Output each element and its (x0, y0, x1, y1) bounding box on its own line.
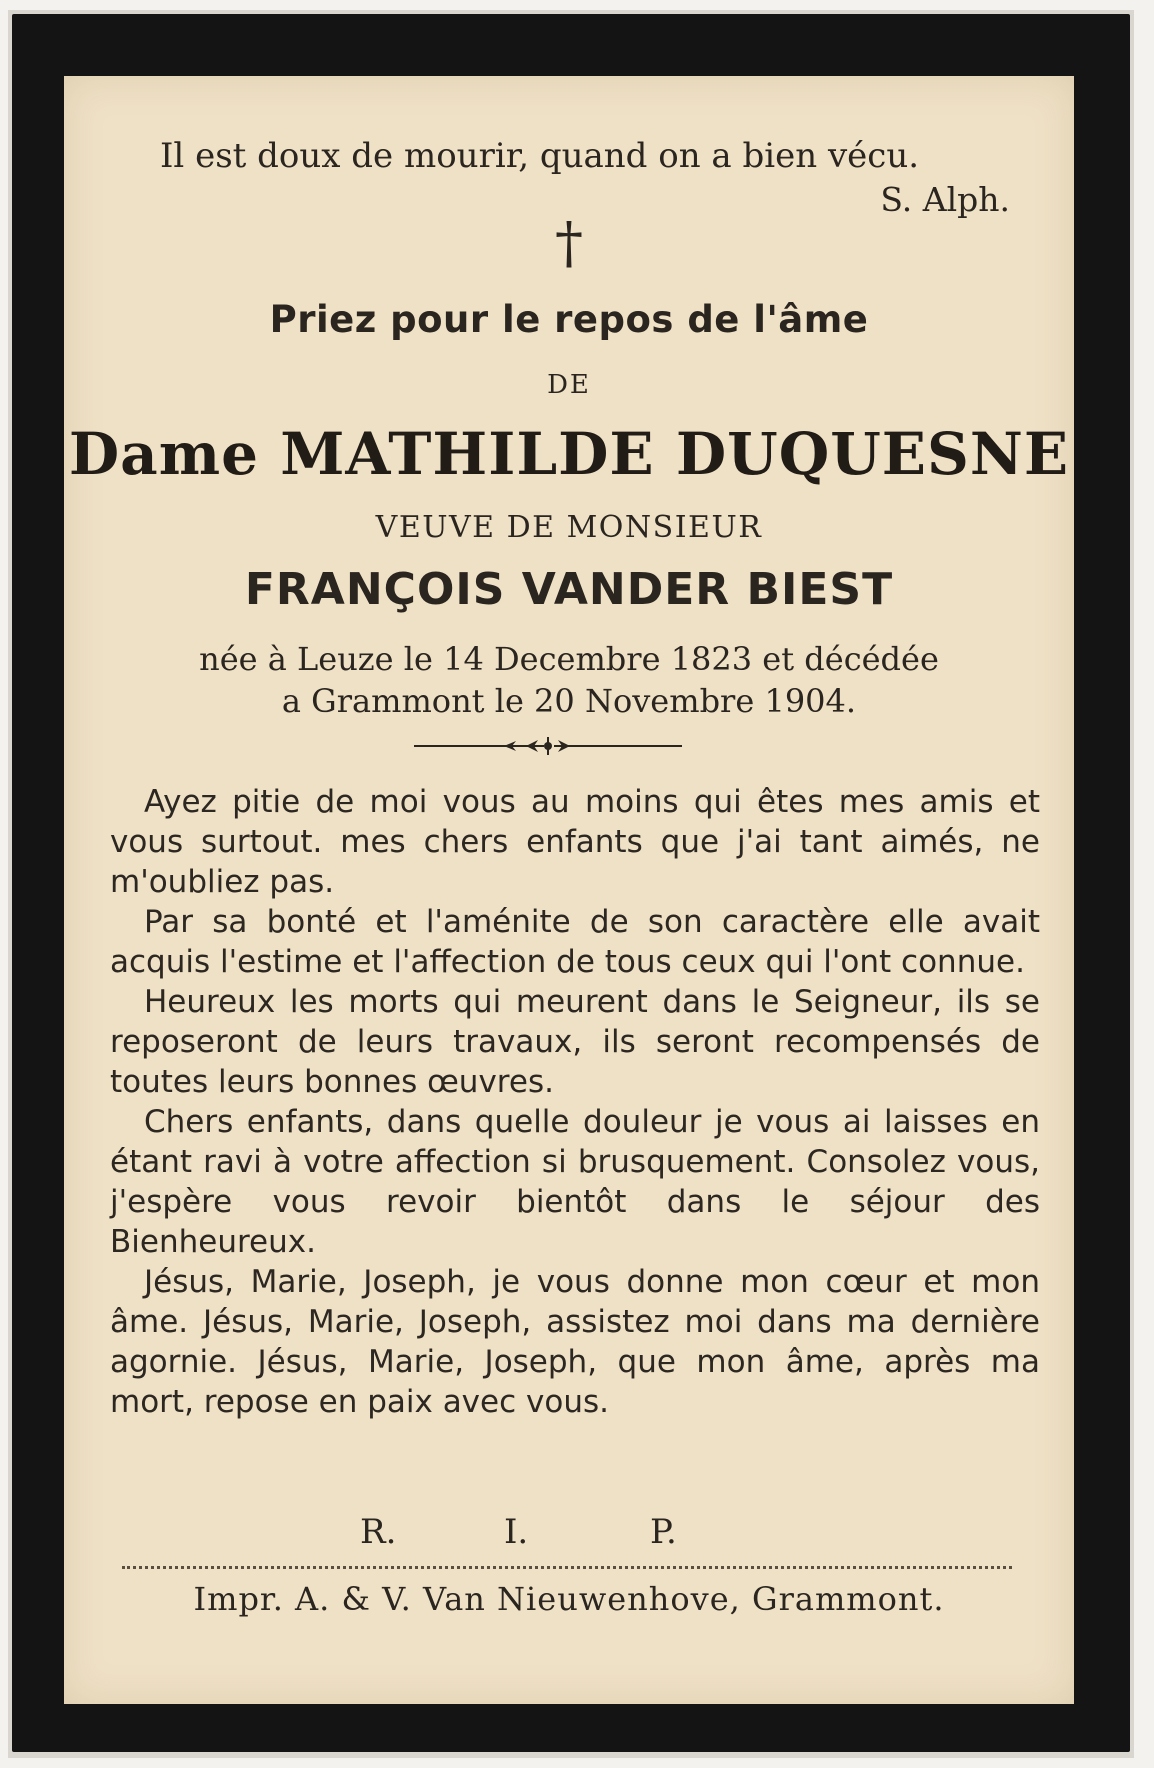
dotted-divider (122, 1566, 1012, 1569)
cross-icon: † (555, 211, 583, 276)
ornament-divider-icon (64, 736, 1074, 756)
paragraph: Heureux les morts qui meurent dans le Seigneur, ils se reposeront de leurs travaux, ils seront recompensés de toutes leurs bonnes œuvres. (110, 984, 1040, 1100)
prayer-body (110, 782, 1040, 1422)
paragraph: Ayez pitie de moi vous au moins qui êtes mes amis et vous surtout. mes chers enfants que j'ai tant aimés, ne m'oubliez pas. (110, 784, 1040, 900)
deceased-name: Dame MATHILDE DUQUESNE (68, 420, 1070, 488)
prayer-heading: Priez pour le repos de l'âme (269, 298, 869, 341)
husband-name: FRANÇOIS VANDER BIEST (244, 564, 894, 615)
motto-text: Il est doux de mourir, quand on a bien vécu. (160, 136, 920, 176)
rip-i: I. (504, 1512, 529, 1552)
rip-p: P. (650, 1512, 677, 1552)
mourning-card-border (12, 14, 1130, 1752)
paragraph: Chers enfants, dans quelle douleur je vous ai laisses en étant ravi à votre affection si brusquement. Consolez vous, j'espère vous revoir bientôt dans le séjour des Bienheureux. (110, 1104, 1040, 1260)
paragraph: Par sa bonté et l'aménite de son caractère elle avait acquis l'estime et l'affection de tous ceux qui l'ont connue. (110, 904, 1040, 980)
paragraph: Jésus, Marie, Joseph, je vous donne mon cœur et mon âme. Jésus, Marie, Joseph, assistez moi dans ma dernière agornie. Jésus, Marie, Joseph, que mon âme, après ma mort, repose en paix avec vous. (110, 1264, 1040, 1420)
death-line: a Grammont le 20 Novembre 1904. (281, 682, 857, 720)
life-dates (64, 638, 1074, 722)
printer-credit: Impr. A. & V. Van Nieuwenhove, Grammont. (193, 1580, 945, 1618)
birth-line: née à Leuze le 14 Decembre 1823 et décédée (199, 640, 939, 678)
widow-of-label: VEUVE DE MONSIEUR (375, 510, 763, 545)
motto-author: S. Alph. (880, 180, 1010, 219)
mourning-card-paper (64, 76, 1074, 1704)
de-label: DE (547, 370, 591, 400)
rip-r: R. (360, 1512, 397, 1552)
